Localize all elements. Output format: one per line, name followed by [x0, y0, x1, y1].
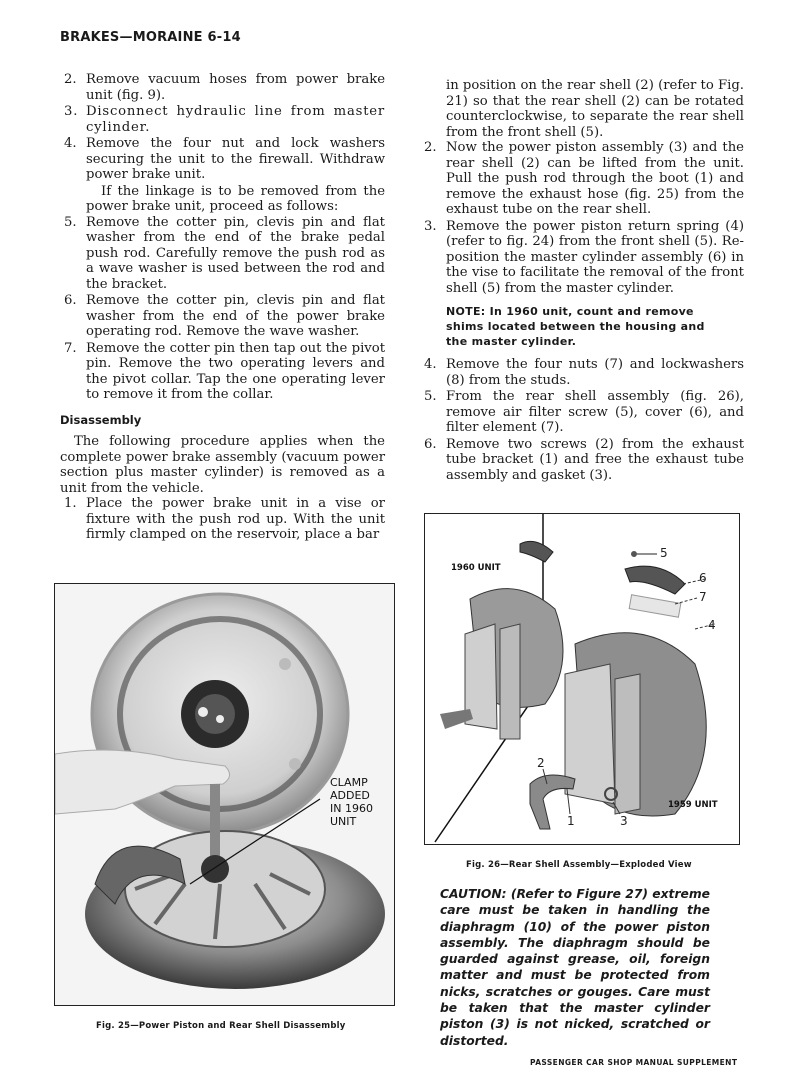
step-2: 2. Remove vacuum hoses from power brake unit (fig. 9).: [64, 72, 385, 103]
disassembly-step-1: 1. Place the power brake unit in a vise or fixture with the push rod up. With the unit firmly clamped on the reservoir, place a bar: [64, 496, 385, 542]
page-footer: PASSENGER CAR SHOP MANUAL SUPPLEMENT: [530, 1058, 738, 1067]
step-r2: 2. Now the power piston assembly (3) and the rear shell (2) can be lifted from the unit. Pull the push rod through the boot (1) and remove the exhaust hose (fig. 25) from the exhaust tube on the rear shell.: [424, 140, 744, 217]
section-heading-disassembly: Disassembly: [60, 412, 142, 427]
caution-text: CAUTION: (Refer to Figure 27) extreme care must be taken in handling the diaphragm (10) of the power piston assembly. The diaphragm should be guarded against grease, oil, foreign matter and must be protected from nicks, scratches or gouges. Care must be taken that the master cylinder piston (3) is not nicked, scratched or distorted.: [440, 887, 710, 1048]
figure-26-caption: Fig. 26—Rear Shell Assembly—Exploded View: [466, 860, 692, 870]
label-1960-unit: 1960 UNIT: [451, 563, 501, 573]
clamp-label: CLAMP ADDED IN 1960 UNIT: [330, 776, 373, 828]
callout-2: 2: [537, 756, 545, 770]
figure-26-exploded-view: [424, 513, 740, 845]
step-7: 7. Remove the cotter pin then tap out the pivot pin. Remove the two operating levers and the pivot collar. Tap the one operating lever to remove it from the collar.: [64, 340, 385, 402]
step-3: 3. Disconnect hydraulic line from master cylinder.: [64, 104, 385, 135]
disassembly-intro: The following procedure applies when the complete power brake assembly (vacuum power section plus master cylinder) is removed as a unit from the vehicle.: [60, 434, 385, 496]
step-r6: 6. Remove two screws (2) from the exhaust tube bracket (1) and free the exhaust tube assembly and gasket (3).: [424, 436, 744, 483]
callout-4: 4: [708, 618, 716, 632]
callout-5: 5: [660, 546, 668, 560]
callout-6: 6: [699, 571, 707, 585]
linkage-note: If the linkage is to be removed from the power brake unit, proceed as follows:: [86, 183, 385, 214]
step-r4: 4. Remove the four nuts (7) and lockwashers (8) from the studs.: [424, 357, 744, 388]
callout-1: 1: [567, 814, 575, 828]
page-header: BRAKES—MORAINE 6-14: [60, 30, 241, 45]
left-column: [60, 72, 385, 544]
right-column: [424, 78, 744, 484]
continuation-text: in position on the rear shell (2) (refer to Fig. 21) so that the rear shell (2) can be rotated counterclockwise, to separate the rear shell from the front shell (5).: [446, 78, 744, 140]
label-1959-unit: 1959 UNIT: [668, 800, 718, 810]
note-1960-shims: NOTE: In 1960 unit, count and remove shims located between the housing and the master cylinder.: [446, 305, 705, 348]
step-r3: 3. Remove the power piston return spring (4) (refer to fig. 24) from the front shell (5). Re-position the master cylinder assembly (6) in the vise to facilitate the removal of the front shell (5) from the master cylinder.: [424, 218, 744, 296]
callout-7: 7: [699, 590, 707, 604]
figure-25-caption: Fig. 25—Power Piston and Rear Shell Disassembly: [96, 1021, 346, 1031]
step-r5: 5. From the rear shell assembly (fig. 26), remove air filter screw (5), cover (6), and filter element (7).: [424, 389, 744, 435]
step-4: 4. Remove the four nut and lock washers securing the unit to the firewall. Withdraw power brake unit.: [64, 136, 385, 182]
callout-3: 3: [620, 814, 628, 828]
step-6: 6. Remove the cotter pin, clevis pin and flat washer from the end of the power brake operating rod. Remove the wave washer.: [64, 293, 385, 339]
figure-25-photo: [54, 583, 395, 1006]
step-5: 5. Remove the cotter pin, clevis pin and flat washer from the end of the brake pedal push rod. Carefully remove the push rod as a wave washer is used between the rod and the bracket.: [64, 214, 385, 292]
